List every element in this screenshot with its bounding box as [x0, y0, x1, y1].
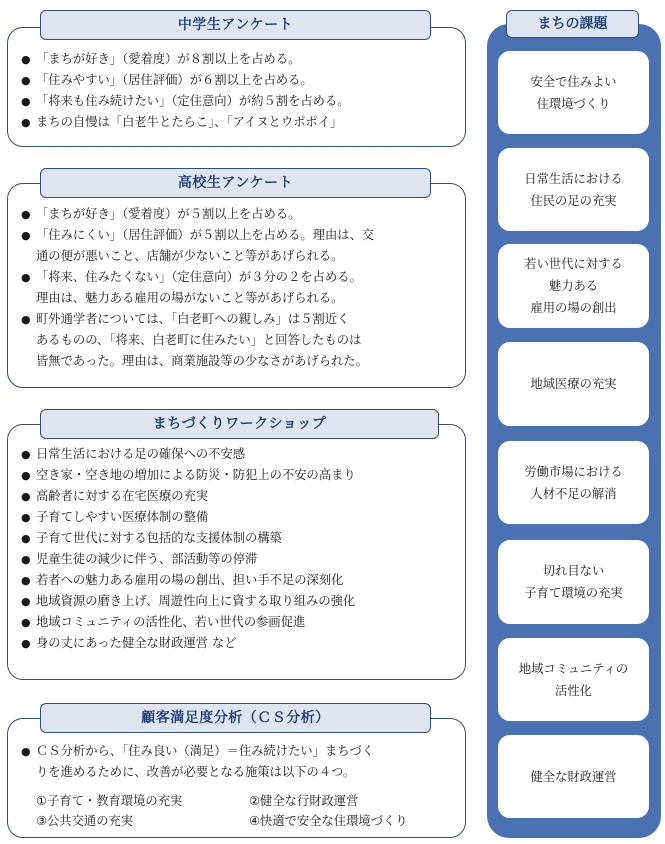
list-item	[21, 486, 356, 507]
list-item	[21, 612, 356, 633]
list-item-line: ● 児童生徒の減少に伴う、部活動等の停滞	[36, 552, 258, 566]
cs-sub-item: ③公共交通の充実	[36, 814, 134, 828]
list-item-line: あるものの、「将来、白老町に住みたい」と回答したものは	[36, 333, 362, 347]
list-item-line: ● 「住みやすい」（居住評価）が６割以上を占める。	[36, 73, 313, 87]
list-item-line: ● 「まちが好き」（愛着度）が８割以上を占める。	[36, 52, 301, 66]
issue-card-line: 住民の足の充実	[530, 193, 617, 208]
list-item	[21, 267, 374, 309]
workshop-list	[21, 444, 356, 654]
issue-card-line: 労働市場における	[524, 464, 623, 479]
issue-card-line: 活性化	[555, 683, 592, 698]
list-item-line: ● 日常生活における足の確保への不安感	[36, 447, 246, 461]
issue-card-line: 雇用の場の創出	[530, 301, 617, 315]
cs-sub-items	[21, 791, 449, 831]
issue-card-line: 健全な財政運営	[530, 769, 617, 784]
list-item-line: ● 「まちが好き」（愛着度）が５割以上を占める。	[36, 207, 301, 221]
list-item-line: ● 「住みにくい」（居住評価）が５割以上を占める。理由は、交	[36, 228, 375, 242]
issue-card-line: 子育て環境の充実	[524, 586, 623, 600]
list-item-line: 理由は、魅力ある雇用の場がないこと等があげられる。	[36, 291, 344, 305]
cs-sub-item: ①子育て・教育環境の充実	[36, 794, 183, 808]
list-item-line: ● 「将来も住み続けたい」（定住意向）が約５割を占める。	[36, 94, 350, 108]
hs-survey-list	[21, 204, 374, 372]
issue-card-line: 住環境づくり	[536, 96, 611, 111]
list-item-line: ● 空き家・空き地の増加による防災・防犯上の不安の高まり	[36, 468, 356, 482]
cs-analysis-title: 顧客満足度分析（ＣＳ分析）	[40, 703, 431, 733]
hs-survey-panel	[7, 183, 466, 388]
list-item	[21, 549, 356, 570]
cs-sub-item: ④快適で安全な住環境づくり	[249, 814, 408, 828]
list-item-line: ● まちの自慢は「白老牛とたらこ」、「アイヌとウポポイ」	[36, 115, 343, 129]
workshop-title: まちづくりワークショップ	[40, 409, 439, 439]
list-item-line: りを進めるために、改善が必要となる施策は以下の４つ。	[36, 765, 356, 779]
issue-card-line: 若い世代に対する	[524, 257, 623, 271]
issue-card-line: 安全で住みよい	[530, 74, 617, 89]
hs-survey-title: 高校生アンケート	[40, 168, 431, 198]
list-item	[21, 570, 356, 591]
issue-card-line: 日常生活における	[524, 171, 623, 186]
cs-analysis-list	[21, 741, 374, 783]
jhs-survey-list	[21, 49, 350, 133]
list-item	[21, 528, 356, 549]
issue-card	[498, 51, 649, 134]
issue-card	[498, 735, 649, 818]
list-item	[21, 70, 350, 91]
issue-card	[498, 148, 649, 231]
issue-card	[498, 638, 649, 721]
list-item-line: ● 子育てしやすい医療体制の整備	[36, 510, 209, 524]
list-item-line: ● 町外通学者については、「白老町への親しみ」は５割近く	[36, 312, 350, 326]
jhs-survey-title: 中学生アンケート	[40, 10, 431, 40]
list-item-line: ● ＣＳ分析から、「住み良い（満足）＝住み続けたい」まちづく	[36, 744, 375, 758]
issue-card	[498, 244, 649, 328]
list-item	[21, 204, 374, 225]
list-item	[21, 633, 356, 654]
list-item	[21, 309, 374, 372]
cs-sub-item: ②健全な行財政運営	[249, 794, 359, 808]
list-item-line: ● 地域資源の磨き上げ、周遊性向上に資する取り組みの強化	[36, 594, 356, 608]
issue-card	[498, 441, 649, 524]
town-issues-title: まちの課題	[506, 10, 639, 38]
list-item-line: ● 高齢者に対する在宅医療の充実	[36, 489, 209, 503]
issue-card-line: 切れ目ない	[542, 564, 605, 578]
list-item-line: 皆無であった。理由は、商業施設等の少なさがあげられた。	[36, 354, 368, 368]
list-item-line: ● 若者への魅力ある雇用の場の創出、担い手不足の深刻化	[36, 573, 344, 587]
jhs-survey-panel	[7, 27, 466, 147]
list-item-line: ● 地域コミュニティの活性化、若い世代の参画促進	[36, 615, 306, 629]
list-item	[21, 225, 374, 267]
issue-card	[498, 540, 649, 624]
issue-card-line: 人材不足の解消	[530, 486, 617, 501]
issue-card-line: 魅力ある	[548, 279, 599, 293]
cs-analysis-panel	[7, 718, 466, 838]
list-item	[21, 465, 356, 486]
list-item	[21, 507, 356, 528]
list-item-line: 通の便が悪いこと、店舗が少ないこと等があげられる。	[36, 249, 344, 263]
list-item	[21, 49, 350, 70]
list-item	[21, 444, 356, 465]
list-item-line: ● 子育て世代に対する包括的な支援体制の構築	[36, 531, 282, 545]
workshop-panel	[7, 424, 466, 680]
issue-card	[498, 342, 649, 426]
list-item-line: ● 身の丈にあった健全な財政運営 など	[36, 636, 237, 650]
list-item-line: ● 「将来、住みたくない」（定住意向）が３分の２を占める。	[36, 270, 362, 284]
issue-card-line: 地域医療の充実	[530, 377, 617, 391]
list-item	[21, 112, 350, 133]
issue-card-line: 地域コミュニティの	[518, 661, 629, 676]
list-item	[21, 591, 356, 612]
list-item	[21, 741, 374, 783]
list-item	[21, 91, 350, 112]
